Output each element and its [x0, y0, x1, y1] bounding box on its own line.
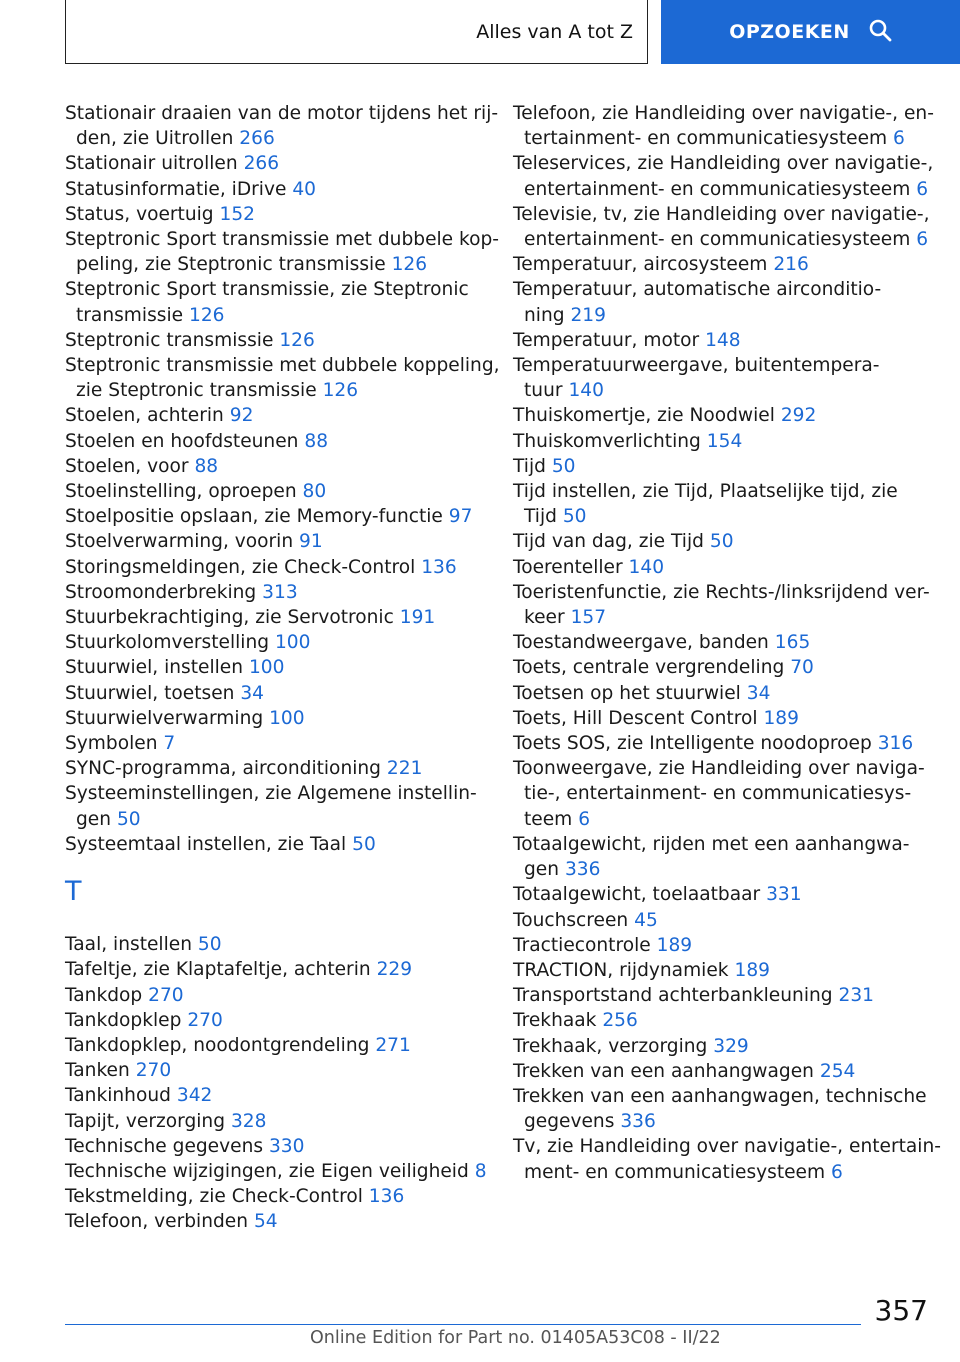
index-entry-text: gen	[76, 808, 112, 830]
index-entry-text: Tankdopklep	[65, 1009, 182, 1031]
index-entry-text: Toerenteller	[513, 556, 623, 578]
index-entry-text: Stoelen, voor	[65, 455, 189, 477]
index-entry	[65, 151, 485, 176]
page-link[interactable]: 191	[399, 607, 436, 629]
index-entry	[513, 1134, 941, 1184]
index-entry-text: gen	[524, 859, 560, 881]
page-link[interactable]: 256	[602, 1010, 638, 1032]
index-entry	[65, 277, 485, 327]
footer-edition-text: Online Edition for Part no. 01405A53C08 - II/22	[310, 1328, 721, 1348]
index-entry	[513, 655, 923, 680]
index-entry	[513, 429, 923, 454]
index-entry-text: gegevens	[524, 1111, 615, 1133]
page-link[interactable]: 328	[230, 1110, 267, 1132]
index-entry	[513, 252, 923, 277]
index-entry-text: Tijd	[524, 506, 557, 528]
index-entry-text: Toets SOS, zie Intelligente noodoproep	[513, 733, 872, 755]
page-link[interactable]: 100	[274, 632, 311, 654]
index-entry	[65, 932, 485, 957]
index-entry	[513, 580, 930, 630]
index-entry-text: Tijd	[513, 455, 546, 477]
index-entry-text: Tekstmelding, zie Check-Control	[65, 1186, 363, 1208]
index-entry	[65, 1008, 485, 1033]
index-entry-text: Teleservices, zie Handleiding over navigatie-,	[513, 153, 934, 175]
page-link[interactable]: 7	[163, 733, 176, 755]
index-entry	[65, 1209, 485, 1234]
index-column-left	[65, 101, 500, 1235]
index-entry	[65, 580, 485, 605]
index-entry	[513, 1034, 923, 1059]
index-entry	[65, 227, 500, 277]
index-entry	[513, 958, 923, 983]
index-entry	[513, 1008, 923, 1033]
page-link[interactable]: 271	[375, 1034, 411, 1056]
index-entry	[65, 1134, 485, 1159]
page-link[interactable]: 100	[248, 657, 285, 679]
index-entry	[513, 933, 923, 958]
page-link[interactable]: 70	[790, 657, 814, 679]
index-entry-text: transmissie	[76, 304, 184, 326]
index-entry-text: Temperatuur, automatische airconditio-	[513, 279, 882, 301]
index-entry-text: Thuiskomverlichting	[513, 430, 701, 452]
index-entry	[513, 202, 930, 252]
page-link[interactable]: 50	[562, 506, 587, 528]
index-entry-text: TRACTION, rijdynamiek	[513, 959, 729, 981]
index-entry	[65, 555, 485, 580]
index-entry	[513, 983, 923, 1008]
page-link[interactable]: 91	[299, 531, 323, 553]
page-link[interactable]: 336	[564, 859, 601, 881]
index-entry	[513, 908, 923, 933]
index-column-right	[513, 101, 941, 1185]
index-entry-text: entertainment- en communicatiesysteem	[524, 229, 911, 251]
index-entry-text: Steptronic transmissie	[65, 329, 274, 351]
index-entry-text: Steptronic Sport transmissie met dubbele kop-	[65, 229, 500, 251]
index-entry	[65, 1083, 485, 1108]
index-entry	[65, 681, 485, 706]
page-link[interactable]: 34	[240, 682, 265, 704]
index-entry-text: Stoelen, achterin	[65, 405, 224, 427]
page-link[interactable]: 6	[578, 808, 591, 830]
index-entry	[513, 277, 923, 327]
index-entry	[65, 1109, 485, 1134]
page-link[interactable]: 6	[831, 1161, 843, 1183]
page-link[interactable]: 50	[197, 934, 222, 956]
page-link[interactable]: 154	[706, 430, 743, 452]
index-entry-text: Tijd instellen, zie Tijd, Plaatselijke tijd, zie	[513, 481, 898, 503]
index-entry	[65, 479, 485, 504]
page-link[interactable]: 316	[877, 733, 914, 755]
page-link[interactable]: 152	[219, 203, 255, 225]
index-entry	[65, 101, 499, 151]
page-link[interactable]: 126	[279, 329, 315, 351]
index-entry-text: Steptronic transmissie met dubbele koppeling,	[65, 355, 500, 377]
index-entry	[65, 529, 485, 554]
page-link[interactable]: 219	[570, 304, 606, 326]
index-entry	[65, 706, 485, 731]
index-entry	[65, 957, 485, 982]
page-link[interactable]: 313	[262, 581, 298, 603]
page-link[interactable]: 50	[116, 808, 141, 830]
index-entry-text: Stuurwiel, toetsen	[65, 682, 235, 704]
index-entry-text: Temperatuurweergave, buitentempera-	[513, 355, 880, 377]
index-entry-text: Toetsen op het stuurwiel	[513, 682, 741, 704]
index-entry-text: Stoelverwarming, voorin	[65, 531, 294, 553]
search-button[interactable]	[661, 0, 960, 64]
index-entry	[65, 403, 485, 428]
index-entry	[513, 328, 923, 353]
index-entry-text: den, zie Uitrollen	[76, 128, 234, 150]
index-entry-text: tertainment- en communicatiesysteem	[524, 128, 888, 150]
index-entry-text: Technische gegevens	[65, 1135, 264, 1157]
index-entry-text: keer	[524, 607, 565, 629]
page-link[interactable]: 126	[188, 304, 225, 326]
page-link[interactable]: 292	[780, 405, 817, 427]
index-entry-text: Stuurbekrachtiging, zie Servotronic	[65, 607, 394, 629]
page-link[interactable]: 336	[620, 1111, 656, 1133]
index-entry-text: Thuiskomertje, zie Noodwiel	[513, 405, 775, 427]
index-entry-text: Steptronic Sport transmissie, zie Steptronic	[65, 279, 469, 301]
index-entry-text: Stuurkolomverstelling	[65, 632, 270, 654]
index-entry-text: Temperatuur, aircosysteem	[513, 254, 768, 276]
index-entry-text: Toets, Hill Descent Control	[513, 707, 758, 729]
index-entry-text: zie Steptronic transmissie	[76, 380, 317, 402]
index-entry	[65, 328, 485, 353]
page-link[interactable]: 254	[819, 1060, 856, 1082]
index-entry	[513, 731, 923, 756]
page-link[interactable]: 136	[368, 1186, 405, 1208]
index-entry-text: Tv, zie Handleiding over navigatie-, entertain-	[513, 1136, 941, 1158]
page-link[interactable]: 54	[253, 1211, 278, 1233]
page-link[interactable]: 270	[148, 984, 184, 1006]
index-entry	[513, 555, 923, 580]
index-entry-text: Touchscreen	[513, 909, 629, 931]
index-entry	[513, 529, 923, 554]
index-entry	[513, 630, 923, 655]
index-entry	[513, 681, 923, 706]
index-entry	[513, 1059, 923, 1084]
page-link[interactable]: 189	[656, 934, 693, 956]
index-entry-text: Tankinhoud	[65, 1085, 171, 1107]
index-entry	[65, 832, 485, 857]
page-link[interactable]: 165	[774, 632, 811, 654]
page-link[interactable]: 45	[634, 909, 658, 931]
index-entry-text: Stationair draaien van de motor tijdens het rij-	[65, 103, 499, 124]
page-link[interactable]: 189	[734, 959, 770, 981]
index-entry-text: Stuurwiel, instellen	[65, 657, 244, 679]
index-entry	[65, 605, 485, 630]
index-entry-text: Temperatuur, motor	[513, 329, 700, 351]
index-entry-text: Symbolen	[65, 733, 158, 755]
index-entry-text: Tanken	[65, 1060, 130, 1082]
index-entry-text: Statusinformatie, iDrive	[65, 178, 287, 200]
index-entry-text: Trekken van een aanhangwagen	[513, 1060, 814, 1082]
index-entry-text: ment- en communicatiesysteem	[524, 1161, 826, 1183]
page-link[interactable]: 6	[893, 128, 905, 150]
page-link[interactable]: 40	[292, 178, 316, 200]
index-entry	[65, 1184, 485, 1209]
page-link[interactable]: 229	[376, 959, 413, 981]
page-link[interactable]: 126	[391, 254, 428, 276]
page-link[interactable]: 88	[194, 455, 219, 477]
page-link[interactable]: 100	[269, 707, 305, 729]
index-entry-text: Telefoon, verbinden	[65, 1211, 249, 1233]
index-entry-text: Storingsmeldingen, zie Check-Control	[65, 556, 416, 578]
page-link[interactable]: 34	[746, 682, 771, 704]
index-entry	[513, 832, 923, 882]
index-entry-text: Stoelen en hoofdsteunen	[65, 430, 299, 452]
index-entry	[65, 756, 485, 781]
index-entry	[65, 454, 485, 479]
page-link[interactable]: 157	[570, 607, 607, 629]
page-link[interactable]: 270	[187, 1009, 223, 1031]
index-entry-text: peling, zie Steptronic transmissie	[76, 254, 386, 276]
page-link[interactable]: 50	[352, 833, 376, 855]
page-link[interactable]: 6	[916, 178, 929, 200]
index-entry	[65, 781, 485, 831]
index-entry	[65, 429, 485, 454]
index-entry-text: Systeeminstellingen, zie Algemene instellin-	[65, 783, 477, 805]
page-link[interactable]: 221	[386, 758, 423, 780]
index-entry-text: Totaalgewicht, toelaatbaar	[513, 884, 761, 906]
search-label: OPZOEKEN	[729, 21, 850, 43]
page-link[interactable]: 126	[322, 380, 359, 402]
index-entry-text: Trekhaak, verzorging	[513, 1035, 708, 1057]
page-link[interactable]: 266	[243, 153, 280, 175]
index-entry	[65, 731, 485, 756]
index-entry-text: Tijd van dag, zie Tijd	[513, 531, 704, 553]
index-entry	[65, 504, 485, 529]
index-entry-text: ning	[524, 304, 565, 326]
index-entry-text: Tankdopklep, noodontgrendeling	[65, 1034, 370, 1056]
page-number: 357	[874, 1294, 928, 1327]
index-entry	[513, 479, 923, 529]
page-link[interactable]: 50	[709, 531, 734, 553]
index-entry-text: Tankdop	[65, 984, 143, 1006]
page-link[interactable]: 331	[766, 884, 802, 906]
index-entry	[65, 177, 485, 202]
index-entry-text: Stroomonderbreking	[65, 581, 257, 603]
index-entry-text: Toets, centrale vergrendeling	[513, 657, 785, 679]
index-entry-text: Tapijt, verzorging	[65, 1110, 226, 1132]
index-entry	[513, 706, 923, 731]
page-link[interactable]: 8	[474, 1160, 487, 1182]
index-entry-text: Trekken van een aanhangwagen, technische	[513, 1085, 927, 1107]
section-letter: T	[65, 876, 82, 908]
index-entry-text: Toestandweergave, banden	[513, 632, 769, 654]
page-link[interactable]: 140	[568, 380, 604, 402]
index-entry-text: teem	[524, 808, 573, 830]
section-title: Alles van A tot Z	[476, 20, 633, 43]
page-link[interactable]: 92	[229, 405, 254, 427]
index-entry	[65, 202, 485, 227]
index-entry	[65, 1033, 485, 1058]
page-link[interactable]: 231	[838, 985, 874, 1007]
page-link[interactable]: 136	[421, 556, 457, 578]
index-entry	[65, 1058, 485, 1083]
section-header-tab	[65, 0, 648, 64]
page-link[interactable]: 97	[448, 506, 473, 528]
index-entry	[65, 1159, 485, 1184]
index-entry-text: Trekhaak	[513, 1010, 597, 1032]
page-link[interactable]: 266	[239, 128, 275, 150]
index-entry-text: Stationair uitrollen	[65, 153, 238, 175]
index-entry	[513, 1084, 927, 1134]
index-entry	[513, 101, 934, 151]
index-entry-text: Telefoon, zie Handleiding over navigatie-, en-	[513, 103, 934, 124]
page-link[interactable]: 342	[176, 1085, 213, 1107]
index-entry-text: Systeemtaal instellen, zie Taal	[65, 833, 347, 855]
index-entry-text: Transportstand achterbankleuning	[513, 985, 833, 1007]
index-entry-text: tie-, entertainment- en communicatiesys-	[524, 783, 912, 805]
index-entry-text: entertainment- en communicatiesysteem	[524, 178, 911, 200]
index-entry-text: Tafeltje, zie Klaptafeltje, achterin	[65, 959, 371, 981]
index-entry-text: Totaalgewicht, rijden met een aanhangwa-	[513, 833, 910, 855]
index-entry	[513, 403, 923, 428]
index-entry-text: Taal, instellen	[65, 934, 192, 956]
index-entry	[513, 151, 934, 201]
index-entry-text: Stoelinstelling, oproepen	[65, 481, 297, 503]
index-entry	[65, 630, 485, 655]
footer-divider	[65, 1324, 861, 1325]
index-entry-text: tuur	[524, 380, 563, 402]
index-entry-text: Technische wijzigingen, zie Eigen veiligheid	[65, 1160, 469, 1182]
index-entry-text: Status, voertuig	[65, 203, 214, 225]
index-entry	[65, 353, 500, 403]
index-entry	[65, 983, 485, 1008]
page-link[interactable]: 189	[763, 707, 799, 729]
page-link[interactable]: 80	[302, 481, 327, 503]
page-link[interactable]: 140	[628, 556, 665, 578]
page-link[interactable]: 88	[304, 430, 329, 452]
index-entry	[513, 454, 923, 479]
index-entry-text: Tractiecontrole	[513, 934, 651, 956]
index-entry	[65, 655, 485, 680]
page-link[interactable]: 329	[713, 1035, 749, 1057]
index-entry	[513, 756, 923, 832]
page-link[interactable]: 270	[135, 1060, 172, 1082]
index-entry-text: Toonweergave, zie Handleiding over naviga-	[513, 758, 925, 780]
index-entry-text: Televisie, tv, zie Handleiding over navigatie-,	[513, 203, 930, 225]
index-entry	[513, 882, 923, 907]
index-entry	[513, 353, 923, 403]
index-entry-text: SYNC-programma, airconditioning	[65, 758, 381, 780]
index-entry-text: Stuurwielverwarming	[65, 707, 264, 729]
index-entry-text: Toeristenfunctie, zie Rechts-/linksrijdend ver-	[513, 581, 930, 603]
page-link[interactable]: 216	[773, 254, 809, 276]
page-link[interactable]: 6	[916, 229, 929, 251]
page-link[interactable]: 330	[268, 1135, 305, 1157]
page-link[interactable]: 148	[705, 329, 741, 351]
page-link[interactable]: 50	[551, 455, 576, 477]
index-entry-text: Stoelpositie opslaan, zie Memory-functie	[65, 506, 443, 528]
search-icon	[868, 18, 892, 47]
